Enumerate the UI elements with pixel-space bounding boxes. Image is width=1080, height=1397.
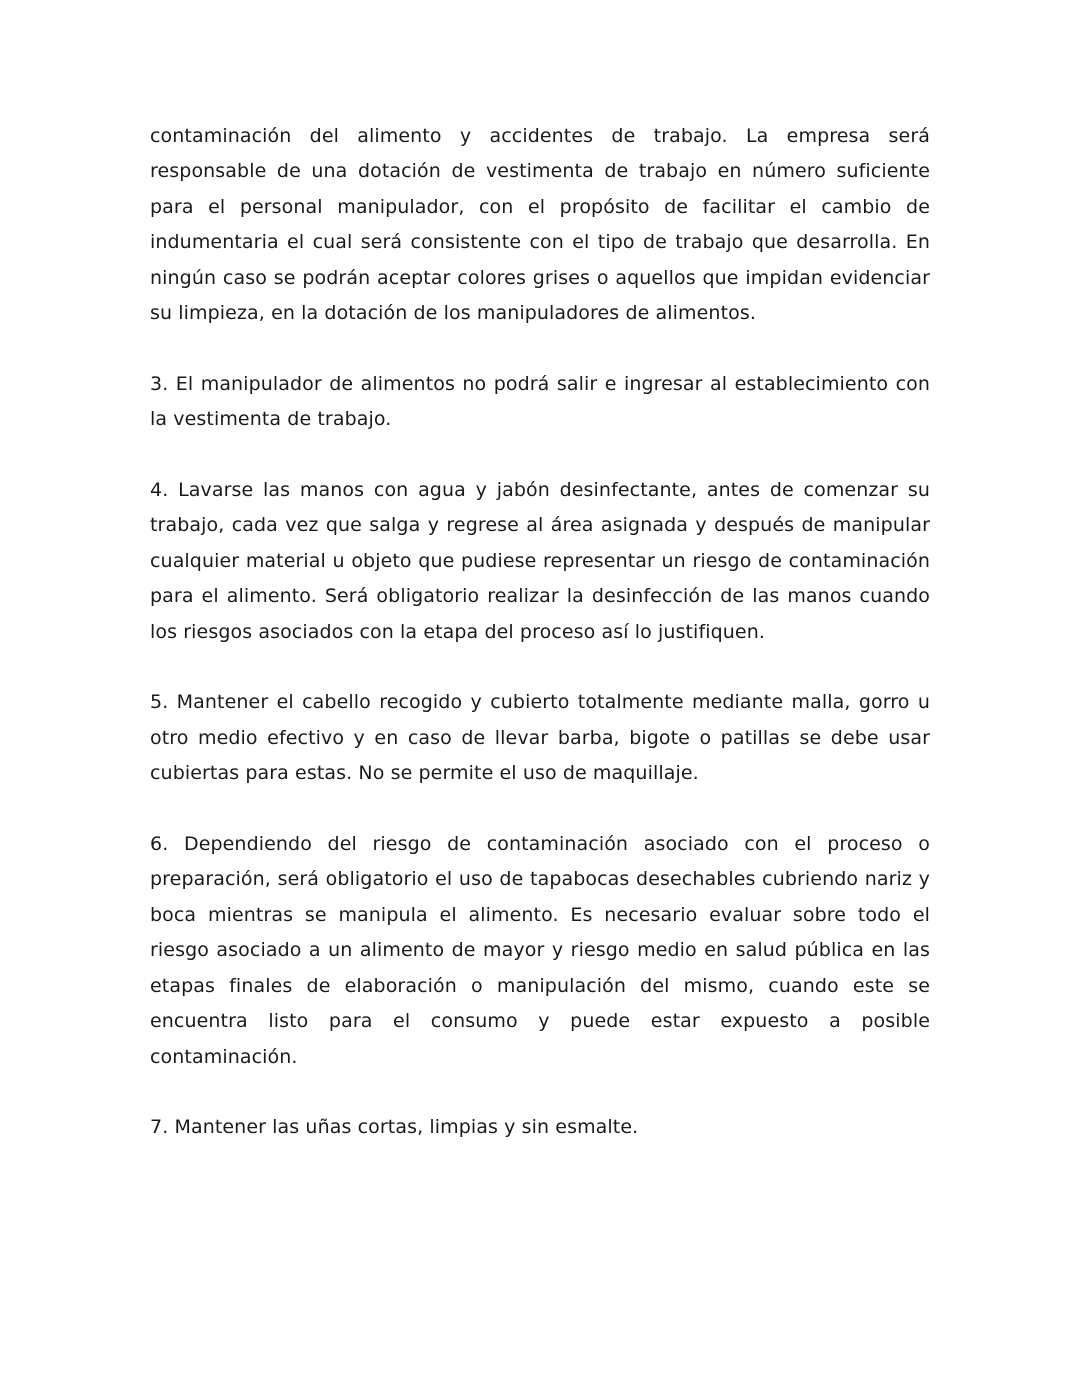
paragraph-item-4: 4. Lavarse las manos con agua y jabón desinfectante, antes de comenzar su trabajo, cada vez que salga y regrese al área asignada y después de manipular cualquier material u objeto que pudiese representar un riesgo de contaminación para el alimento. Será obligatorio realizar la desinfección de las manos cuando los riesgos asociados con la etapa del proceso así lo justifiquen.	[150, 479, 930, 643]
paragraph-continuation: contaminación del alimento y accidentes de trabajo. La empresa será responsable de una dotación de vestimenta de trabajo en número suficiente para el personal manipulador, con el propósito de facilitar el cambio de indumentaria el cual será consistente con el tipo de trabajo que desarrolla. En ningún caso se podrán aceptar colores grises o aquellos que impidan evidenciar su limpieza, en la dotación de los manipuladores de alimentos.	[150, 125, 930, 325]
paragraph-item-6: 6. Dependiendo del riesgo de contaminación asociado con el proceso o preparación, será obligatorio el uso de tapabocas desechables cubriendo nariz y boca mientras se manipula el alimento. Es necesario evaluar sobre todo el riesgo asociado a un alimento de mayor y riesgo medio en salud pública en las etapas finales de elaboración o manipulación del mismo, cuando este se encuentra listo para el consumo y puede estar expuesto a posible contaminación.	[150, 833, 930, 1068]
paragraph-item-5: 5. Mantener el cabello recogido y cubierto totalmente mediante malla, gorro u otro medio efectivo y en caso de llevar barba, bigote o patillas se debe usar cubiertas para estas. No se permite el uso de maquillaje.	[150, 691, 930, 785]
document-page	[150, 119, 930, 1181]
paragraph-item-3: 3. El manipulador de alimentos no podrá salir e ingresar al establecimiento con la vestimenta de trabajo.	[150, 372, 930, 431]
paragraph-item-7: 7. Mantener las uñas cortas, limpias y sin esmalte.	[150, 1116, 639, 1139]
